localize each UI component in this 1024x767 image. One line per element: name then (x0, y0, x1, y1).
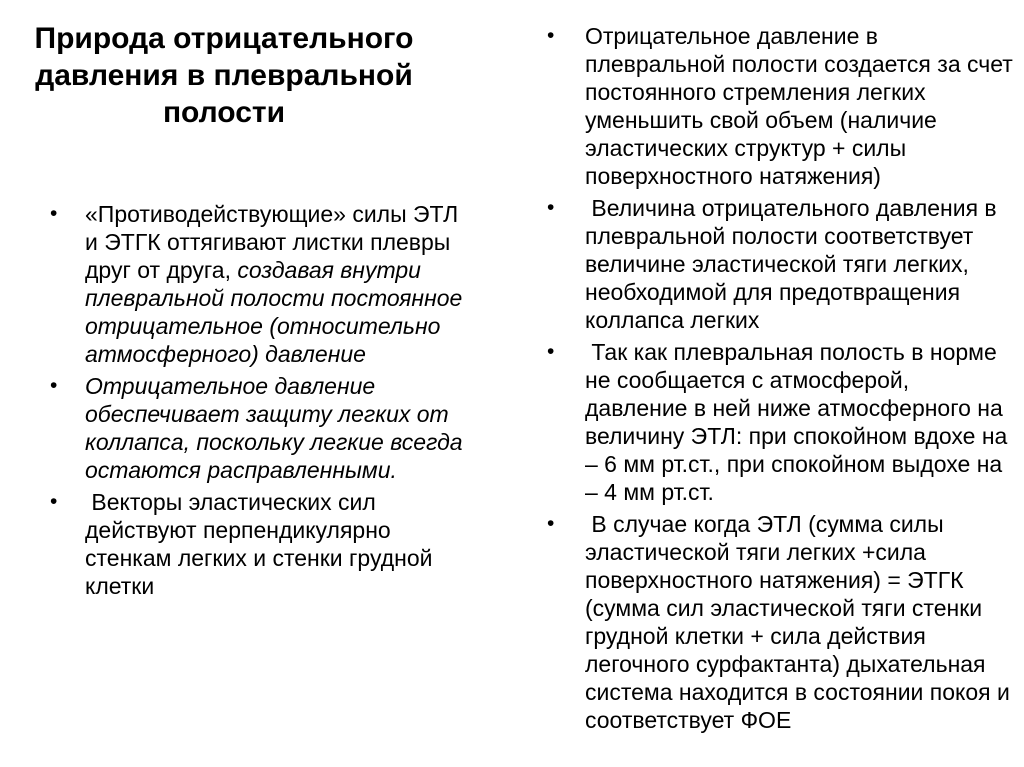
text-run: Отрицательное давление обеспечивает защиту легких от коллапса, поскольку легкие всегда остаются расправленными. (85, 373, 469, 483)
bullet-text (85, 201, 469, 367)
bullet-marker-icon: • (50, 374, 58, 397)
text-run: Отрицательное давление в плевральной полости создается за счет постоянного стремления легких уменьшить свой объем (наличие эластических структур + силы поверхностного натяжения) (585, 23, 1020, 189)
bullet-item (545, 194, 1013, 334)
bullet-item (545, 338, 1013, 506)
bullet-marker-icon: • (547, 512, 555, 535)
bullet-marker-icon: • (547, 24, 555, 47)
bullet-text (585, 195, 1003, 333)
left-bullet-list (48, 200, 467, 604)
bullet-marker-icon: • (50, 202, 58, 225)
bullet-text (585, 23, 1019, 189)
bullet-marker-icon: • (547, 196, 555, 219)
bullet-item (48, 200, 467, 368)
text-run: создавая внутри плевральной полости постоянное отрицательное (относительно атмосферного) давление (85, 257, 469, 367)
bullet-text (585, 339, 1014, 505)
bullet-marker-icon: • (547, 340, 555, 363)
right-bullet-list (545, 22, 1020, 738)
bullet-text (85, 489, 439, 599)
bullet-text (85, 373, 469, 483)
bullet-marker-icon: • (50, 490, 58, 513)
text-run: Так как плевральная полость в норме не сообщается с атмосферой, давление в ней ниже атмосферного на величину ЭТЛ: при спокойном вдохе на – 6 мм рт.ст., при спокойном выдохе на – 4 мм рт.ст. (585, 339, 1014, 505)
slide-title: Природа отрицательного давления в плевральной полости (34, 22, 414, 129)
text-run: «Противодействующие» силы ЭТЛ и ЭТГК оттягивают листки плевры друг от друга, (85, 201, 465, 283)
text-run: Векторы эластических сил действуют перпендикулярно стенкам легких и стенки грудной клетки (85, 489, 439, 599)
text-run: Величина отрицательного давления в плевральной полости соответствует величине эластической тяги легких, необходимой для предотвращения коллапса легких (585, 195, 1004, 333)
bullet-item (545, 22, 1020, 190)
bullet-item (48, 488, 467, 600)
bullet-item (545, 510, 1017, 734)
bullet-text (585, 511, 1016, 733)
bullet-item (48, 372, 467, 484)
text-run: В случае когда ЭТЛ (сумма силы эластической тяги легких +сила поверхностного натяжения) = ЭТГК (сумма сил эластической тяги стенки грудной клетки + сила действия легочного сурфактанта) дыхательная система находится в состоянии покоя и соответствует ФОЕ (585, 511, 1017, 733)
